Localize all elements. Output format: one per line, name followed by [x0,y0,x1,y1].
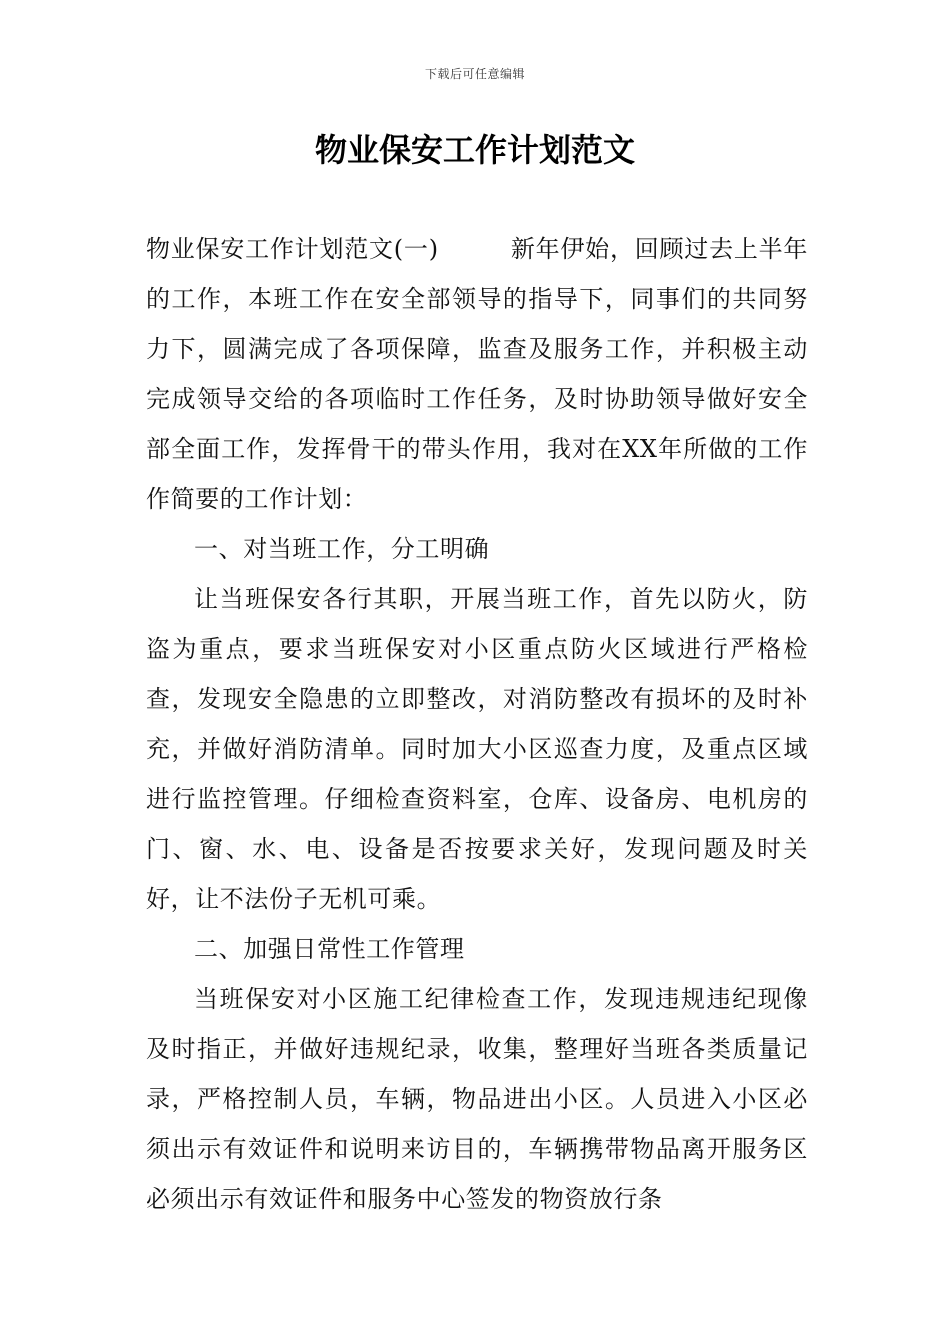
document-body [146,224,808,1224]
intro-text: 新年伊始，回顾过去上半年的工作，本班工作在安全部领导的指导下，同事们的共同努力下，圆满完成了各项保障，监查及服务工作，并积极主动完成领导交给的各项临时工作任务，及时协助领导做好安全部全面工作，发挥骨干的带头作用，我对在XX年所做的工作作简要的工作计划： [146,235,809,513]
section-heading-1: 一、对当班工作，分工明确 [194,535,490,563]
header-note: 下载后可任意编辑 [424,67,525,81]
document-title: 物业保安工作计划范文 [314,131,635,169]
intro-lead: 物业保安工作计划范文(一) [146,235,439,263]
section-paragraph-1: 让当班保安各行其职，开展当班工作，首先以防火，防盗为重点，要求当班保安对小区重点防火区域进行严格检查，发现安全隐患的立即整改，对消防整改有损坏的及时补充，并做好消防清单。同时加大小区巡查力度，及重点区域进行监控管理。仔细检查资料室，仓库、设备房、电机房的门、窗、水、电、设备是否按要求关好，发现问题及时关好，让不法份子无机可乘。 [146,585,808,913]
section-paragraph-2: 当班保安对小区施工纪律检查工作，发现违规违纪现像及时指正，并做好违规纪录，收集，整理好当班各类质量记录，严格控制人员，车辆，物品进出小区。人员进入小区必须出示有效证件和说明来访目的，车辆携带物品离开服务区必须出示有效证件和服务中心签发的物资放行条 [146,985,808,1213]
intro-paragraph [146,224,808,524]
section-heading-2: 二、加强日常性工作管理 [194,935,465,963]
